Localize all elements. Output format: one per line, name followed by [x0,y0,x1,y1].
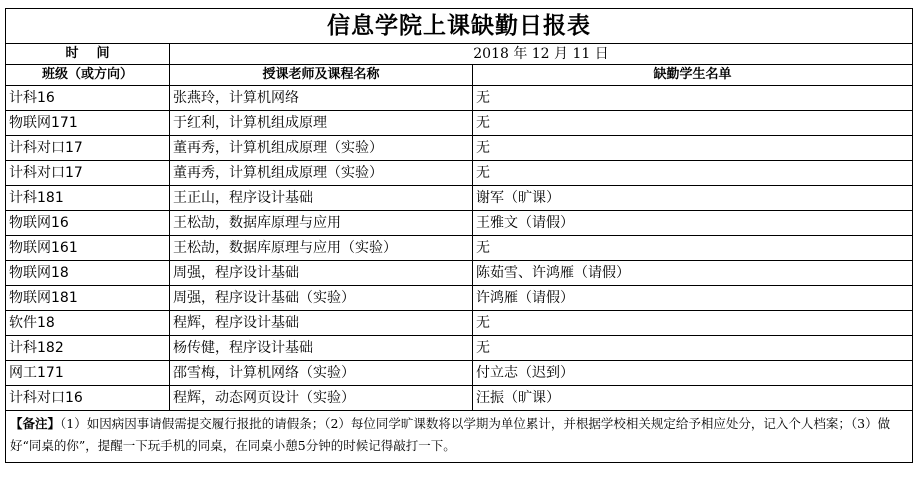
teacher-course-cell: 周强，程序设计基础（实验） [170,286,473,311]
table-row [6,386,913,411]
column-header-absent-students: 缺勤学生名单 [473,65,913,86]
teacher-course-cell: 王松劼，数据库原理与应用 [170,211,473,236]
table-row [6,361,913,386]
report-date: 2018 年 12 月 11 日 [170,44,913,65]
absent-students-cell: 陈茹雪、许鸿雁（请假） [473,261,913,286]
absent-students-cell: 无 [473,86,913,111]
absent-students-cell: 王雅文（请假） [473,211,913,236]
class-cell: 物联网16 [6,211,170,236]
table-row [6,161,913,186]
note-row [6,411,913,463]
absent-students-cell: 无 [473,111,913,136]
absent-students-cell: 无 [473,161,913,186]
date-label: 时 间 [6,44,170,65]
table-row [6,311,913,336]
absent-students-cell: 无 [473,136,913,161]
absent-students-cell: 许鸿雁（请假） [473,286,913,311]
report-title: 信息学院上课缺勤日报表 [6,9,913,44]
teacher-course-cell: 周强，程序设计基础 [170,261,473,286]
remarks-label: 【备注】 [10,416,61,431]
table-row [6,111,913,136]
absent-students-cell: 汪振（旷课） [473,386,913,411]
class-cell: 计科对口17 [6,161,170,186]
class-cell: 物联网18 [6,261,170,286]
absent-students-cell: 付立志（迟到） [473,361,913,386]
class-cell: 计科对口17 [6,136,170,161]
column-header-class: 班级（或方向） [6,65,170,86]
class-cell: 计科对口16 [6,386,170,411]
table-row [6,186,913,211]
teacher-course-cell: 于红利，计算机组成原理 [170,111,473,136]
absent-students-cell: 无 [473,311,913,336]
class-cell: 物联网181 [6,286,170,311]
absent-students-cell: 无 [473,236,913,261]
teacher-course-cell: 张燕玲，计算机网络 [170,86,473,111]
table-row [6,136,913,161]
remarks-note [6,411,913,463]
table-row [6,261,913,286]
teacher-course-cell: 杨传健，程序设计基础 [170,336,473,361]
class-cell: 计科182 [6,336,170,361]
table-row [6,336,913,361]
remarks-text: （1）如因病因事请假需提交履行报批的请假条；（2）每位同学旷课数将以学期为单位累计，并根据学校相关规定给予相应处分，记入个人档案；（3）做好“同桌的你”，提醒一下玩手机的同桌，在同桌小憩5分钟的时候记得敲打一下。 [10,416,891,453]
table-row [6,86,913,111]
table-row [6,236,913,261]
attendance-report-sheet [5,8,912,477]
class-cell: 网工171 [6,361,170,386]
absent-students-cell: 谢军（旷课） [473,186,913,211]
teacher-course-cell: 邵雪梅，计算机网络（实验） [170,361,473,386]
table-row [6,286,913,311]
column-header-teacher-course: 授课老师及课程名称 [170,65,473,86]
teacher-course-cell: 董再秀，计算机组成原理（实验） [170,161,473,186]
absent-students-cell: 无 [473,336,913,361]
class-cell: 软件18 [6,311,170,336]
class-cell: 物联网161 [6,236,170,261]
class-cell: 计科16 [6,86,170,111]
class-cell: 计科181 [6,186,170,211]
teacher-course-cell: 王正山，程序设计基础 [170,186,473,211]
teacher-course-cell: 王松劼，数据库原理与应用（实验） [170,236,473,261]
teacher-course-cell: 程辉，程序设计基础 [170,311,473,336]
class-cell: 物联网171 [6,111,170,136]
teacher-course-cell: 程辉，动态网页设计（实验） [170,386,473,411]
attendance-table [5,8,913,463]
table-row [6,211,913,236]
teacher-course-cell: 董再秀，计算机组成原理（实验） [170,136,473,161]
